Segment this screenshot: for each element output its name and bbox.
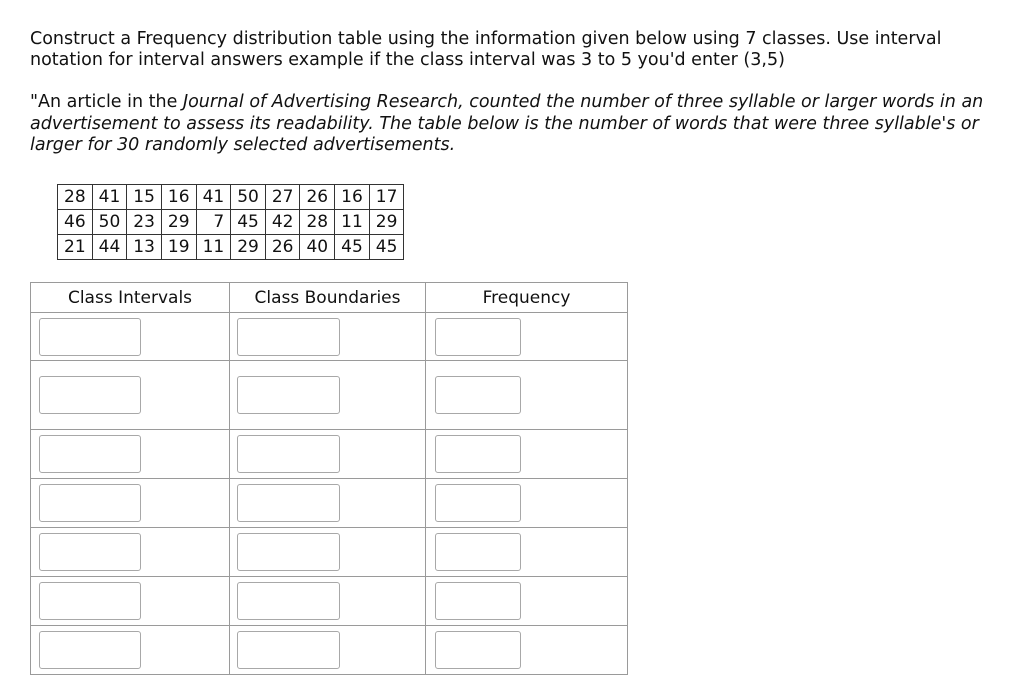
frequency-cell xyxy=(426,577,628,626)
data-cell: 23 xyxy=(127,210,162,235)
frequency-distribution-table xyxy=(30,282,628,675)
data-cell: 40 xyxy=(300,235,335,260)
data-cell: 50 xyxy=(231,185,266,210)
class-intervals-header: Class Intervals xyxy=(31,283,230,313)
class-interval-cell xyxy=(31,430,230,479)
frequency-input[interactable] xyxy=(435,533,521,571)
class-boundary-input[interactable] xyxy=(237,484,340,522)
quote-intro: "An article in the xyxy=(30,92,183,112)
class-interval-cell xyxy=(31,626,230,675)
word-count-data-table xyxy=(57,184,404,260)
frequency-input[interactable] xyxy=(435,582,521,620)
data-cell: 29 xyxy=(161,210,196,235)
class-boundary-cell xyxy=(230,577,426,626)
data-row xyxy=(58,235,404,260)
data-cell: 41 xyxy=(196,185,231,210)
frequency-cell xyxy=(426,361,628,430)
class-boundary-cell xyxy=(230,313,426,361)
table-row xyxy=(31,479,628,528)
class-interval-input[interactable] xyxy=(39,435,141,473)
table-row xyxy=(31,577,628,626)
data-cell: 13 xyxy=(127,235,162,260)
class-boundary-cell xyxy=(230,430,426,479)
class-boundary-cell xyxy=(230,479,426,528)
data-row xyxy=(58,185,404,210)
class-boundary-input[interactable] xyxy=(237,631,340,669)
class-interval-input[interactable] xyxy=(39,376,141,414)
class-boundary-input[interactable] xyxy=(237,318,340,356)
table-row xyxy=(31,528,628,577)
data-row xyxy=(58,210,404,235)
data-cell: 42 xyxy=(265,210,300,235)
quote-body: Journal of Advertising Research, counted the number of three syllable or larger words in an advertisement to assess its readability. The table below is the number of words that were three syllable's or larger for 30 randomly selected advertisements. xyxy=(30,92,984,155)
frequency-header: Frequency xyxy=(426,283,628,313)
frequency-input[interactable] xyxy=(435,435,521,473)
data-cell: 44 xyxy=(92,235,127,260)
question-prompt: Construct a Frequency distribution table using the information given below using 7 classes. Use interval notation for interval answers example if the class interval was 3 to 5 you'd enter (3,5) xyxy=(30,29,942,70)
class-interval-cell xyxy=(31,479,230,528)
data-cell: 50 xyxy=(92,210,127,235)
class-boundary-input[interactable] xyxy=(237,435,340,473)
data-cell: 29 xyxy=(231,235,266,260)
frequency-cell xyxy=(426,626,628,675)
class-interval-input[interactable] xyxy=(39,533,141,571)
data-cell: 45 xyxy=(231,210,266,235)
frequency-cell xyxy=(426,313,628,361)
class-interval-input[interactable] xyxy=(39,484,141,522)
class-interval-cell xyxy=(31,528,230,577)
data-cell: 19 xyxy=(161,235,196,260)
class-interval-cell xyxy=(31,361,230,430)
frequency-cell xyxy=(426,430,628,479)
data-cell: 17 xyxy=(369,185,404,210)
class-boundary-input[interactable] xyxy=(237,582,340,620)
frequency-cell xyxy=(426,528,628,577)
data-cell: 27 xyxy=(265,185,300,210)
data-cell: 16 xyxy=(335,185,370,210)
data-cell: 28 xyxy=(300,210,335,235)
table-row xyxy=(31,430,628,479)
class-boundary-cell xyxy=(230,626,426,675)
data-cell: 15 xyxy=(127,185,162,210)
header-row xyxy=(31,283,628,313)
frequency-input[interactable] xyxy=(435,318,521,356)
class-boundaries-header: Class Boundaries xyxy=(230,283,426,313)
class-boundary-input[interactable] xyxy=(237,533,340,571)
class-boundary-cell xyxy=(230,361,426,430)
frequency-input[interactable] xyxy=(435,631,521,669)
data-cell: 45 xyxy=(369,235,404,260)
frequency-cell xyxy=(426,479,628,528)
data-cell: 7 xyxy=(196,210,231,235)
class-interval-cell xyxy=(31,313,230,361)
data-cell: 11 xyxy=(196,235,231,260)
data-cell: 26 xyxy=(265,235,300,260)
data-cell: 45 xyxy=(335,235,370,260)
table-row xyxy=(31,313,628,361)
class-interval-input[interactable] xyxy=(39,582,141,620)
class-interval-cell xyxy=(31,577,230,626)
class-boundary-cell xyxy=(230,528,426,577)
data-cell: 41 xyxy=(92,185,127,210)
data-cell: 26 xyxy=(300,185,335,210)
table-row xyxy=(31,361,628,430)
data-cell: 46 xyxy=(58,210,93,235)
class-boundary-input[interactable] xyxy=(237,376,340,414)
data-cell: 21 xyxy=(58,235,93,260)
class-interval-input[interactable] xyxy=(39,318,141,356)
class-interval-input[interactable] xyxy=(39,631,141,669)
frequency-input[interactable] xyxy=(435,376,521,414)
data-cell: 29 xyxy=(369,210,404,235)
data-cell: 28 xyxy=(58,185,93,210)
data-cell: 11 xyxy=(335,210,370,235)
question-context xyxy=(30,92,990,157)
table-row xyxy=(31,626,628,675)
data-cell: 16 xyxy=(161,185,196,210)
frequency-input[interactable] xyxy=(435,484,521,522)
